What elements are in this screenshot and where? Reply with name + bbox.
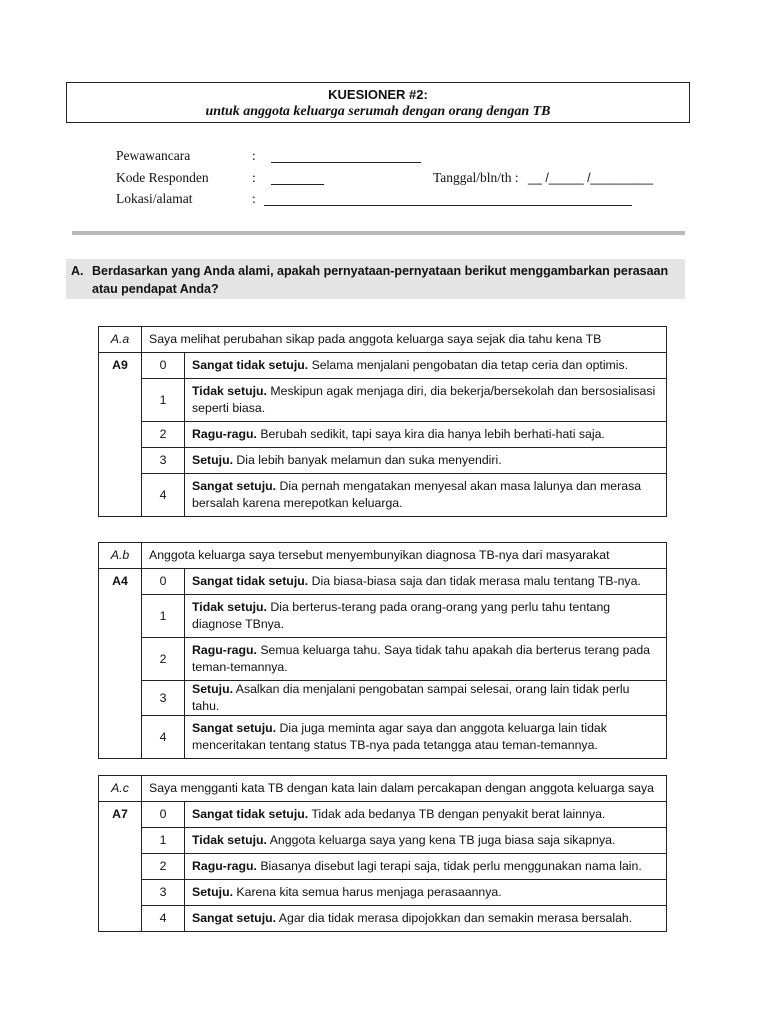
option-lead: Tidak setuju. <box>192 384 267 398</box>
option-text <box>185 353 667 379</box>
option-row[interactable] <box>99 681 667 716</box>
option-detail: Dia lebih banyak melamun dan suka menyendiri. <box>233 453 502 467</box>
option-row[interactable] <box>99 595 667 638</box>
option-text <box>185 422 667 448</box>
option-score: 3 <box>142 681 185 716</box>
option-detail: Karena kita semua harus menjaga perasaannya. <box>233 885 502 899</box>
question-statement-row <box>99 776 667 802</box>
option-row[interactable] <box>99 880 667 906</box>
option-lead: Ragu-ragu. <box>192 427 257 441</box>
option-score: 4 <box>142 474 185 517</box>
option-text <box>185 595 667 638</box>
option-text <box>185 802 667 828</box>
questionnaire-subtitle: untuk anggota keluarga serumah dengan orang dengan TB <box>205 104 551 119</box>
date-field[interactable]: __ /_____ /_________ <box>528 171 654 185</box>
location-label: Lokasi/alamat <box>116 191 193 206</box>
option-lead: Setuju. <box>192 682 233 696</box>
section-instruction: Berdasarkan yang Anda alami, apakah pernyataan-pernyataan berikut menggambarkan perasaan atau pendapat Anda? <box>92 264 669 296</box>
option-score: 1 <box>142 595 185 638</box>
option-row[interactable] <box>99 906 667 932</box>
location-colon: : <box>252 191 256 206</box>
question-table <box>98 542 667 759</box>
option-text <box>185 474 667 517</box>
option-score: 2 <box>142 854 185 880</box>
question-statement: Anggota keluarga saya tersebut menyembunyikan diagnosa TB-nya dari masyarakat <box>142 543 667 569</box>
option-text <box>185 638 667 681</box>
option-text <box>185 906 667 932</box>
section-divider <box>72 231 685 235</box>
option-row[interactable] <box>99 474 667 517</box>
option-score: 3 <box>142 880 185 906</box>
option-row[interactable] <box>99 802 667 828</box>
question-table <box>98 775 667 932</box>
option-text <box>185 716 667 759</box>
option-row[interactable] <box>99 828 667 854</box>
question-number: A9 <box>99 353 142 517</box>
respondent-code-label: Kode Responden <box>116 170 209 185</box>
question-statement: Saya mengganti kata TB dengan kata lain dalam percakapan dengan anggota keluarga saya <box>142 776 667 802</box>
section-header <box>66 259 685 299</box>
question-table <box>98 326 667 517</box>
option-row[interactable] <box>99 353 667 379</box>
respondent-code-field[interactable] <box>271 184 324 185</box>
section-letter: A. <box>71 264 84 278</box>
option-score: 0 <box>142 802 185 828</box>
option-detail: Meskipun agak menjaga diri, dia bekerja/bersekolah dan bersosialisasi seperti biasa. <box>192 384 656 415</box>
option-detail: Asalkan dia menjalani pengobatan sampai selesai, orang lain tidak perlu tahu. <box>192 682 630 713</box>
option-detail: Agar dia tidak merasa dipojokkan dan semakin merasa bersalah. <box>276 911 633 925</box>
option-lead: Ragu-ragu. <box>192 859 257 873</box>
option-lead: Sangat tidak setuju. <box>192 574 309 588</box>
option-score: 2 <box>142 422 185 448</box>
questionnaire-title-box <box>66 82 690 123</box>
option-row[interactable] <box>99 422 667 448</box>
option-lead: Tidak setuju. <box>192 833 267 847</box>
option-text <box>185 448 667 474</box>
option-lead: Setuju. <box>192 885 233 899</box>
question-code: A.a <box>99 327 142 353</box>
option-text <box>185 569 667 595</box>
question-number: A7 <box>99 802 142 932</box>
interviewer-label: Pewawancara <box>116 148 191 163</box>
option-score: 1 <box>142 828 185 854</box>
option-score: 4 <box>142 716 185 759</box>
interviewer-field[interactable] <box>271 162 421 163</box>
option-row[interactable] <box>99 716 667 759</box>
option-lead: Sangat setuju. <box>192 721 277 735</box>
option-score: 4 <box>142 906 185 932</box>
option-score: 0 <box>142 569 185 595</box>
option-score: 2 <box>142 638 185 681</box>
option-detail: Dia pernah mengatakan menyesal akan masa lalunya dan merasa bersalah karena merepotkan keluarga. <box>192 479 642 510</box>
question-statement-row <box>99 327 667 353</box>
option-row[interactable] <box>99 379 667 422</box>
option-detail: Selama menjalani pengobatan dia tetap ceria dan optimis. <box>308 358 629 372</box>
question-number: A4 <box>99 569 142 759</box>
option-score: 1 <box>142 379 185 422</box>
option-text <box>185 880 667 906</box>
option-text <box>185 854 667 880</box>
option-detail: Tidak ada bedanya TB dengan penyakit berat lainnya. <box>308 807 606 821</box>
interviewer-colon: : <box>252 148 256 163</box>
option-row[interactable] <box>99 638 667 681</box>
option-detail: Dia berterus-terang pada orang-orang yang perlu tahu tentang diagnose TBnya. <box>192 600 611 631</box>
option-row[interactable] <box>99 448 667 474</box>
option-text <box>185 681 667 716</box>
option-detail: Biasanya disebut lagi terapi saja, tidak perlu menggunakan nama lain. <box>256 859 642 873</box>
questionnaire-title: KUESIONER #2: <box>328 87 428 102</box>
option-lead: Sangat tidak setuju. <box>192 807 309 821</box>
option-lead: Ragu-ragu. <box>192 643 257 657</box>
option-detail: Dia juga meminta agar saya dan anggota keluarga lain tidak menceritakan tentang status TB-nya pada tetangga atau teman-temannya. <box>192 721 607 752</box>
option-detail: Dia biasa-biasa saja dan tidak merasa malu tentang TB-nya. <box>308 574 641 588</box>
option-text <box>185 828 667 854</box>
option-lead: Sangat tidak setuju. <box>192 358 309 372</box>
option-detail: Berubah sedikit, tapi saya kira dia hanya lebih berhati-hati saja. <box>256 427 605 441</box>
question-code: A.c <box>99 776 142 802</box>
option-lead: Sangat setuju. <box>192 479 277 493</box>
option-detail: Anggota keluarga saya yang kena TB juga biasa saja sikapnya. <box>266 833 616 847</box>
location-field[interactable] <box>264 205 632 206</box>
question-statement-row <box>99 543 667 569</box>
option-lead: Sangat setuju. <box>192 911 277 925</box>
question-code: A.b <box>99 543 142 569</box>
respondent-code-colon: : <box>252 170 256 185</box>
option-score: 0 <box>142 353 185 379</box>
option-lead: Tidak setuju. <box>192 600 267 614</box>
option-detail: Semua keluarga tahu. Saya tidak tahu apakah dia berterus terang pada teman-temannya. <box>192 643 650 674</box>
date-label: Tanggal/bln/th : <box>433 170 519 185</box>
option-row[interactable] <box>99 854 667 880</box>
option-score: 3 <box>142 448 185 474</box>
question-statement: Saya melihat perubahan sikap pada anggota keluarga saya sejak dia tahu kena TB <box>142 327 667 353</box>
option-row[interactable] <box>99 569 667 595</box>
option-text <box>185 379 667 422</box>
option-lead: Setuju. <box>192 453 233 467</box>
